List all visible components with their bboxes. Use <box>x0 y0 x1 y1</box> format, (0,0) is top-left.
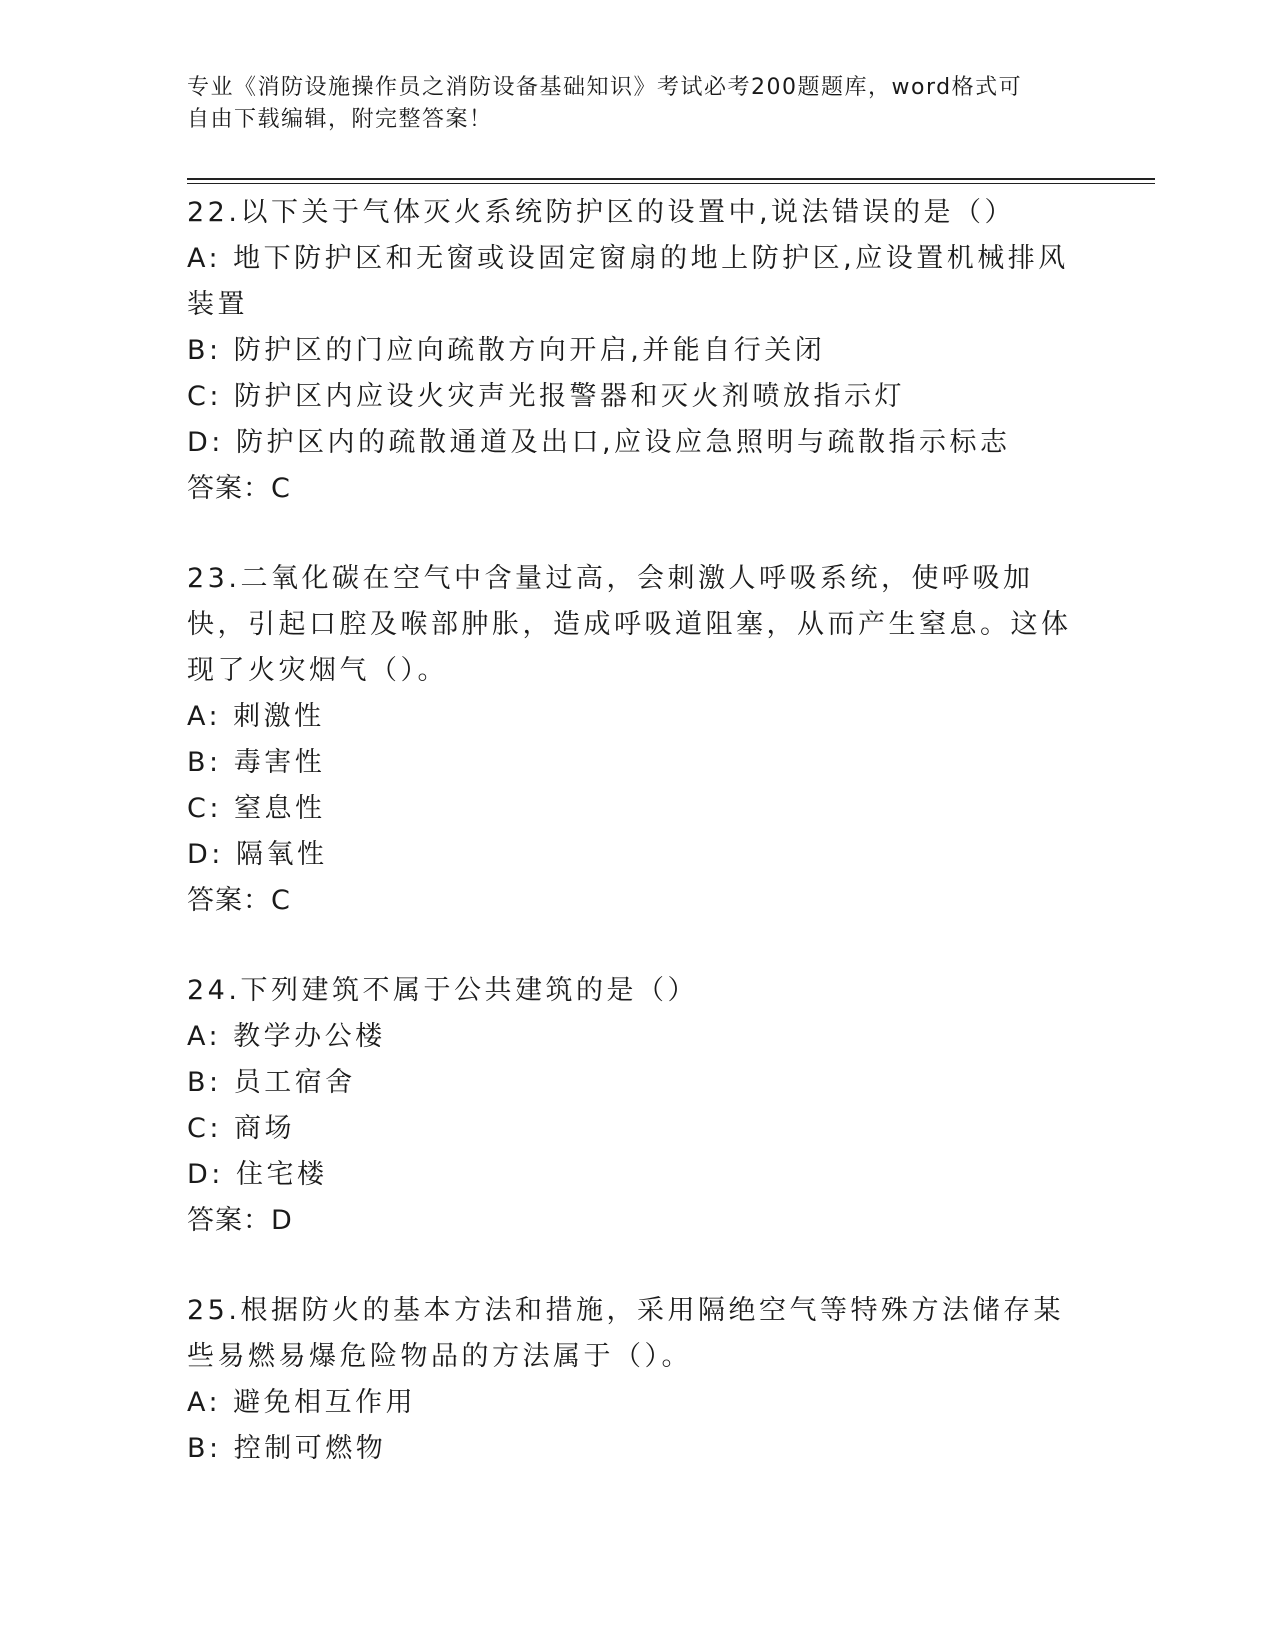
option-a: A: 教学办公楼 <box>187 1021 386 1052</box>
option-c: C: 商场 <box>187 1113 296 1144</box>
header-divider-thin <box>187 183 1155 184</box>
option-c: C: 窒息性 <box>187 793 326 824</box>
answer-label: 答案： <box>187 885 271 916</box>
answer-line <box>187 466 1077 512</box>
option-b: B: 员工宿舍 <box>187 1067 356 1098</box>
question-22 <box>187 190 1077 512</box>
option-b: B: 防护区的门应向疏散方向开启,并能自行关闭 <box>187 335 826 366</box>
option-c: C: 防护区内应设火灾声光报警器和灭火剂喷放指示灯 <box>187 381 906 412</box>
answer-line <box>187 1198 1077 1244</box>
option-b: B: 毒害性 <box>187 747 326 778</box>
question-stem: 22.以下关于气体灭火系统防护区的设置中,说法错误的是（） <box>187 197 1016 228</box>
question-list <box>187 190 1077 1472</box>
option-b: B: 控制可燃物 <box>187 1433 387 1464</box>
question-stem: 25.根据防火的基本方法和措施，采用隔绝空气等特殊方法储存某些易燃易爆危险物品的方法属于（）。 <box>187 1295 1064 1372</box>
option-d: D: 住宅楼 <box>187 1159 328 1190</box>
option-a: A: 地下防护区和无窗或设固定窗扇的地上防护区,应设置机械排风装置 <box>187 243 1069 320</box>
question-23 <box>187 556 1077 924</box>
option-a: A: 避免相互作用 <box>187 1387 417 1418</box>
answer-value: C <box>271 885 291 916</box>
answer-label: 答案： <box>187 473 271 504</box>
question-stem: 23.二氧化碳在空气中含量过高，会刺激人呼吸系统，使呼吸加快，引起口腔及喉部肿胀，造成呼吸道阻塞，从而产生窒息。这体现了火灾烟气（）。 <box>187 563 1072 686</box>
option-a: A: 刺激性 <box>187 701 325 732</box>
header-line-2: 自由下载编辑，附完整答案！ <box>187 107 493 132</box>
answer-label: 答案： <box>187 1205 271 1236</box>
question-25 <box>187 1288 1077 1472</box>
header-divider-thick <box>187 178 1155 180</box>
question-24 <box>187 968 1077 1244</box>
answer-line <box>187 878 1077 924</box>
document-header <box>187 72 1087 136</box>
option-d: D: 防护区内的疏散通道及出口,应设应急照明与疏散指示标志 <box>187 427 1011 458</box>
option-d: D: 隔氧性 <box>187 839 328 870</box>
answer-value: C <box>271 473 291 504</box>
answer-value: D <box>271 1205 293 1236</box>
header-line-1: 专业《消防设施操作员之消防设备基础知识》考试必考200题题库，word格式可 <box>187 75 1023 100</box>
question-stem: 24.下列建筑不属于公共建筑的是（） <box>187 975 698 1006</box>
